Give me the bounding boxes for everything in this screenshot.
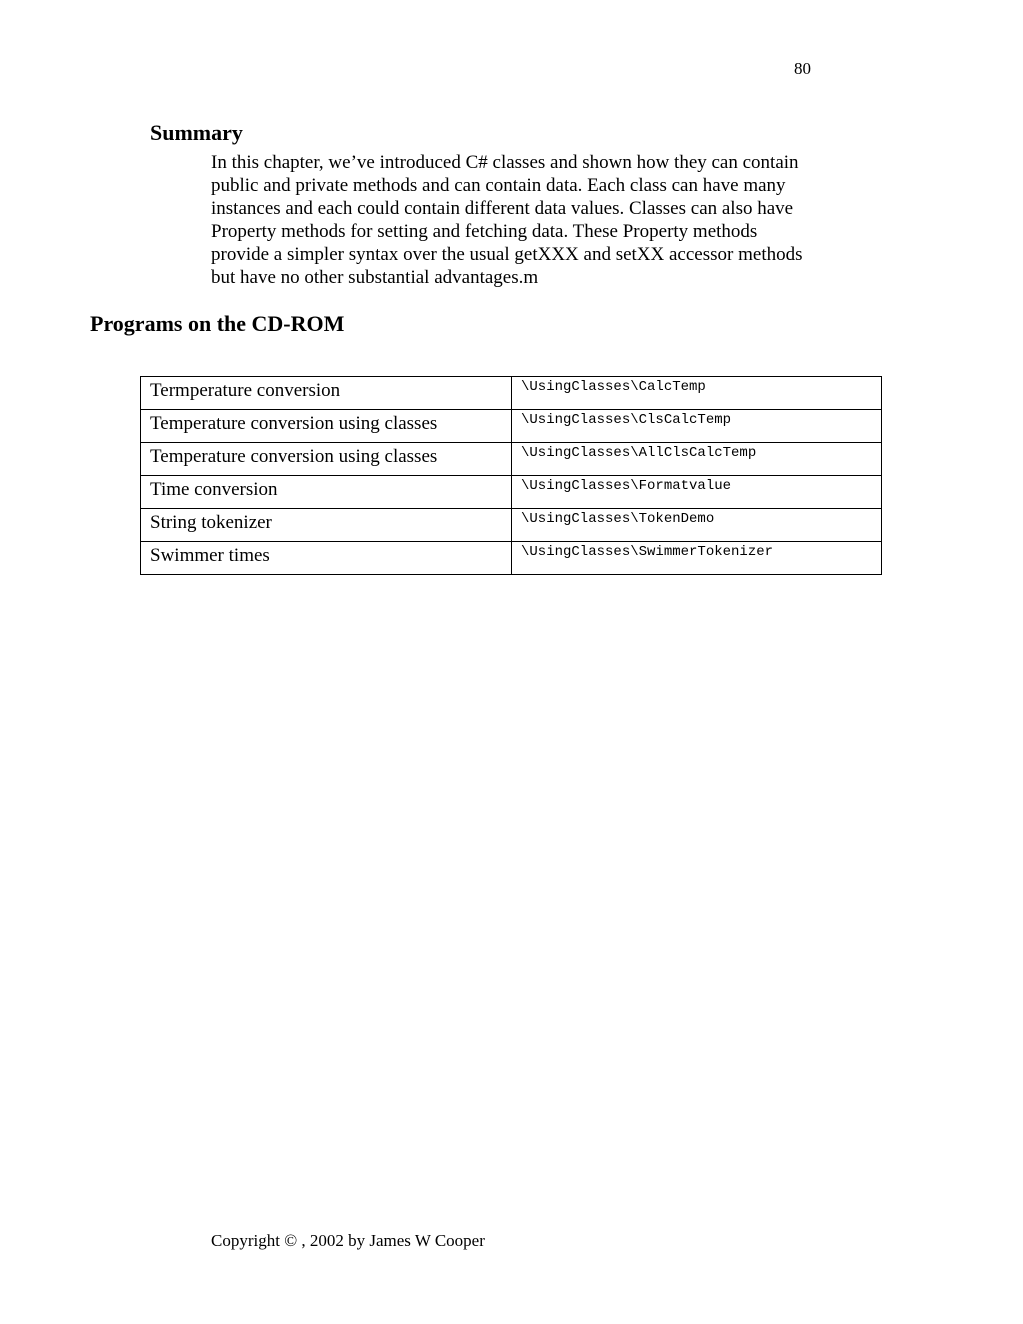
table-row <box>141 509 882 542</box>
program-description: Time conversion <box>141 476 512 509</box>
table-row <box>141 476 882 509</box>
program-description: String tokenizer <box>141 509 512 542</box>
program-path: \UsingClasses\Formatvalue <box>512 476 882 509</box>
table-row <box>141 377 882 410</box>
programs-heading: Programs on the CD-ROM <box>90 311 345 336</box>
program-path: \UsingClasses\AllClsCalcTemp <box>512 443 882 476</box>
table-row <box>141 542 882 575</box>
program-description: Temperature conversion using classes <box>141 443 512 476</box>
program-path: \UsingClasses\ClsCalcTemp <box>512 410 882 443</box>
programs-table <box>140 376 882 575</box>
summary-paragraph: In this chapter, we’ve introduced C# classes and shown how they can contain public and private methods and can contain data. Each class can have many instances and each could contain different data values. Classes can also have Property methods for setting and fetching data. These Property methods provide a simpler syntax over the usual getXXX and setXX accessor methods but have no other substantial advantages.m <box>211 152 803 288</box>
program-path: \UsingClasses\TokenDemo <box>512 509 882 542</box>
program-path: \UsingClasses\SwimmerTokenizer <box>512 542 882 575</box>
program-path: \UsingClasses\CalcTemp <box>512 377 882 410</box>
table-row <box>141 410 882 443</box>
table-row <box>141 443 882 476</box>
page-number: 80 <box>794 59 811 78</box>
summary-heading: Summary <box>150 120 243 145</box>
program-description: Termperature conversion <box>141 377 512 410</box>
program-description: Temperature conversion using classes <box>141 410 512 443</box>
program-description: Swimmer times <box>141 542 512 575</box>
copyright-footer: Copyright © , 2002 by James W Cooper <box>211 1231 485 1250</box>
